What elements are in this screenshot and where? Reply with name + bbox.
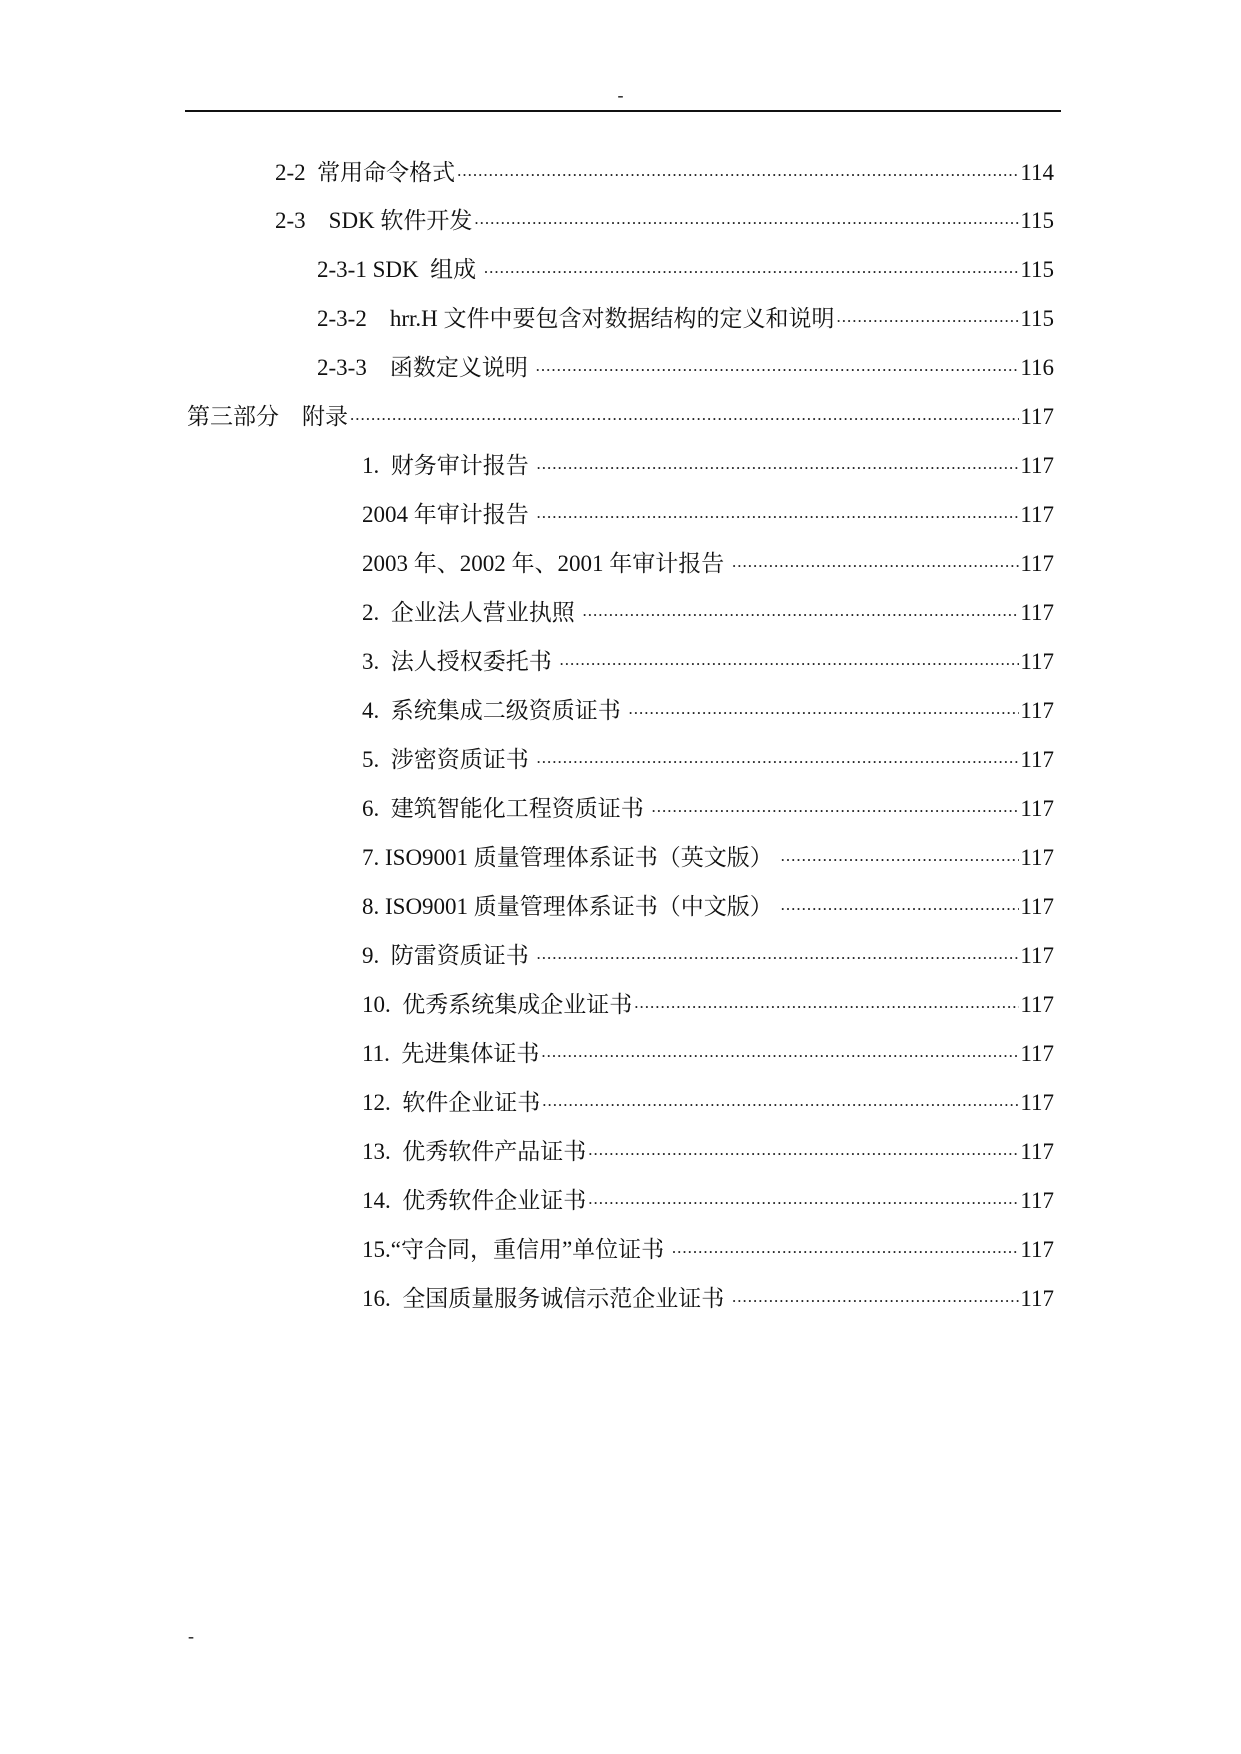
toc-entry-page: 116 [1020, 355, 1054, 380]
toc-leader-dots [537, 939, 1020, 969]
toc-entry-title: 13. 优秀软件产品证书 [362, 1139, 587, 1164]
toc-entry-page: 117 [1020, 943, 1054, 968]
toc-leader-dots [560, 645, 1020, 675]
toc-entry-title: 11. 先进集体证书 [362, 1041, 540, 1066]
toc-entry[interactable] [362, 784, 1054, 824]
toc-entry-page: 115 [1020, 257, 1054, 282]
toc-entry-page: 117 [1020, 1041, 1054, 1066]
toc-entry-page: 117 [1020, 796, 1054, 821]
toc-entry[interactable] [362, 490, 1054, 530]
toc-entry-page: 117 [1020, 698, 1054, 723]
toc-entry-title: 4. 系统集成二级资质证书 [362, 698, 627, 723]
toc-entry[interactable] [317, 245, 1054, 285]
page-header-mark: - [617, 85, 624, 105]
toc-entry-page: 117 [1020, 1237, 1054, 1262]
toc-leader-dots [836, 302, 1019, 332]
toc-entry[interactable] [187, 392, 1054, 432]
toc-entry-page: 117 [1020, 747, 1054, 772]
toc-entry[interactable] [275, 148, 1054, 188]
toc-entry-title: 2-3 SDK 软件开发 [275, 208, 473, 233]
toc-entry[interactable] [317, 343, 1054, 383]
toc-entry[interactable] [362, 588, 1054, 628]
toc-entry-page: 117 [1020, 649, 1054, 674]
toc-entry[interactable] [362, 1225, 1054, 1265]
toc-entry[interactable] [362, 539, 1054, 579]
toc-entry[interactable] [362, 1274, 1054, 1314]
toc-entry[interactable] [362, 1029, 1054, 1069]
toc-entry-title: 15.“守合同，重信用”单位证书 [362, 1237, 670, 1262]
toc-entry-title: 12. 软件企业证书 [362, 1090, 541, 1115]
toc-entry[interactable] [362, 980, 1054, 1020]
toc-leader-dots [537, 498, 1020, 528]
toc-leader-dots [634, 988, 1019, 1018]
toc-entry-title: 2-3-3 函数定义说明 [317, 355, 534, 380]
toc-leader-dots [474, 204, 1019, 234]
toc-entry-page: 117 [1020, 600, 1054, 625]
toc-entry-title: 2-2 常用命令格式 [275, 160, 456, 185]
toc-entry[interactable] [317, 294, 1054, 334]
toc-entry[interactable] [362, 882, 1054, 922]
page-footer-mark: - [188, 1626, 194, 1646]
toc-entry-title: 9. 防雷资质证书 [362, 943, 535, 968]
toc-entry-title: 3. 法人授权委托书 [362, 649, 558, 674]
toc-entry-page: 115 [1020, 208, 1054, 233]
toc-entry[interactable] [362, 1127, 1054, 1167]
toc-leader-dots [781, 890, 1020, 920]
toc-leader-dots [629, 694, 1020, 724]
toc-leader-dots [542, 1086, 1019, 1116]
toc-entry[interactable] [362, 441, 1054, 481]
toc-entry-page: 117 [1020, 404, 1054, 429]
toc-entry[interactable] [362, 833, 1054, 873]
toc-entry-title: 2004 年审计报告 [362, 502, 535, 527]
toc-entry-title: 10. 优秀系统集成企业证书 [362, 992, 633, 1017]
toc-leader-dots [541, 1037, 1019, 1067]
header-rule [185, 110, 1061, 112]
toc-leader-dots [732, 1282, 1019, 1312]
toc-leader-dots [537, 449, 1020, 479]
toc-entry[interactable] [362, 637, 1054, 677]
toc-leader-dots [652, 792, 1020, 822]
toc-entry-page: 117 [1020, 845, 1054, 870]
toc-entry-page: 117 [1020, 502, 1054, 527]
toc-entry-page: 117 [1020, 992, 1054, 1017]
toc-entry[interactable] [362, 1078, 1054, 1118]
toc-leader-dots [672, 1233, 1019, 1263]
toc-entry[interactable] [362, 1176, 1054, 1216]
toc-entry[interactable] [362, 931, 1054, 971]
toc-entry-page: 117 [1020, 453, 1054, 478]
toc-entry-page: 117 [1020, 1188, 1054, 1213]
toc-entry-page: 117 [1020, 551, 1054, 576]
toc-leader-dots [732, 547, 1019, 577]
toc-entry-title: 16. 全国质量服务诚信示范企业证书 [362, 1286, 730, 1311]
toc-entry-title: 8. ISO9001 质量管理体系证书（中文版） [362, 894, 779, 919]
toc-leader-dots [536, 351, 1020, 381]
toc-leader-dots [781, 841, 1020, 871]
toc-entry-title: 6. 建筑智能化工程资质证书 [362, 796, 650, 821]
toc-entry-title: 7. ISO9001 质量管理体系证书（英文版） [362, 845, 779, 870]
toc-entry[interactable] [275, 196, 1054, 236]
toc-entry-page: 117 [1020, 1090, 1054, 1115]
toc-entry-page: 117 [1020, 894, 1054, 919]
toc-entry-title: 1. 财务审计报告 [362, 453, 535, 478]
toc-leader-dots [457, 156, 1019, 186]
toc-entry-page: 117 [1020, 1286, 1054, 1311]
toc-entry-title: 5. 涉密资质证书 [362, 747, 535, 772]
toc-entry[interactable] [362, 735, 1054, 775]
toc-entry-title: 2-3-2 hrr.H 文件中要包含对数据结构的定义和说明 [317, 306, 835, 331]
toc-leader-dots [588, 1135, 1019, 1165]
toc-entry-title: 2. 企业法人营业执照 [362, 600, 581, 625]
toc-entry[interactable] [362, 686, 1054, 726]
toc-entry-page: 115 [1020, 306, 1054, 331]
toc-leader-dots [583, 596, 1020, 626]
toc-entry-title: 14. 优秀软件企业证书 [362, 1188, 587, 1213]
toc-entry-title: 第三部分 附录 [187, 404, 348, 429]
toc-entry-page: 114 [1020, 160, 1054, 185]
toc-leader-dots [588, 1184, 1019, 1214]
toc-leader-dots [350, 400, 1019, 430]
toc-entry-title: 2003 年、2002 年、2001 年审计报告 [362, 551, 730, 576]
toc-entry-page: 117 [1020, 1139, 1054, 1164]
toc-leader-dots [484, 253, 1020, 283]
toc-leader-dots [537, 743, 1020, 773]
toc-entry-title: 2-3-1 SDK 组成 [317, 257, 482, 282]
